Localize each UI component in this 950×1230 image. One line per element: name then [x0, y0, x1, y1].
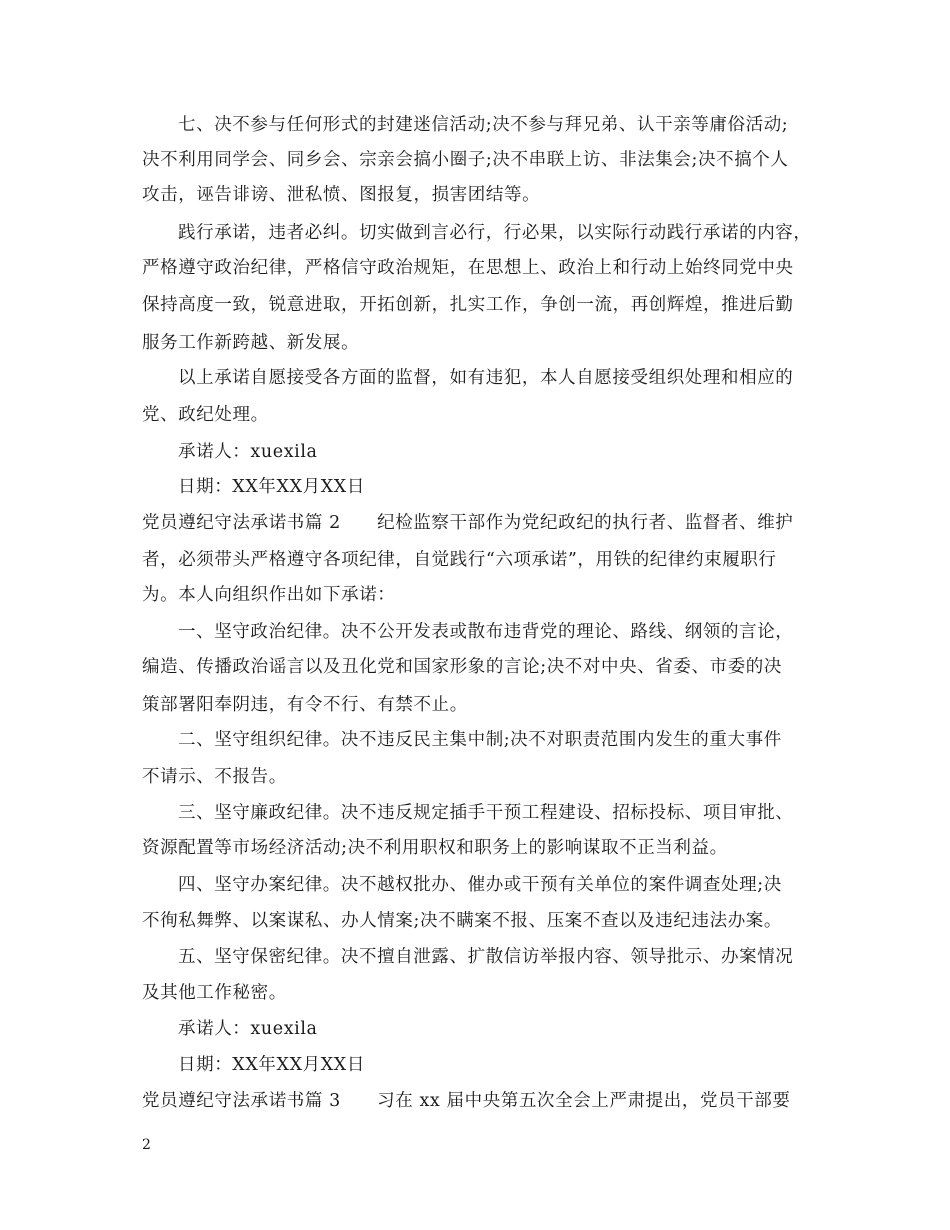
- paragraph-line: 保持高度一致，锐意进取，开拓创新，扎实工作，争创一流，再创辉煌，推进后勤: [142, 295, 794, 315]
- signatory-line: 承诺人：xuexila: [178, 442, 318, 462]
- paragraph-line: 七、决不参与任何形式的封建迷信活动;决不参与拜兄弟、认干亲等庸俗活动;: [178, 115, 789, 135]
- paragraph-line: 编造、传播政治谣言以及丑化党和国家形象的言论;决不对中央、省委、市委的决: [142, 657, 782, 677]
- paragraph-line: 策部署阳奉阴违，有令不行、有禁不止。: [142, 695, 468, 715]
- date-line: 日期：XX年XX月XX日: [178, 1055, 365, 1075]
- paragraph-line: 攻击，诬告诽谤、泄私愤、图报复，损害团结等。: [142, 185, 541, 205]
- paragraph-line: 党、政纪处理。: [142, 405, 269, 425]
- paragraph-line: 践行承诺，违者必纠。切实做到言必行，行必果，以实际行动践行承诺的内容，: [178, 223, 812, 243]
- paragraph-line: 五、坚守保密纪律。决不擅自泄露、扩散信访举报内容、领导批示、办案情况: [178, 947, 794, 967]
- paragraph-line: 者，必须带头严格遵守各项纪律，自觉践行“六项承诺”，用铁的纪律约束履职行: [142, 550, 777, 570]
- paragraph-line: 不请示、不报告。: [142, 767, 287, 787]
- section-heading-line: 党员遵纪守法承诺书篇 3 习在 xx 届中央第五次全会上严肃提出，党员干部要: [142, 1091, 791, 1111]
- paragraph-line: 为。本人向组织作出如下承诺：: [142, 585, 396, 605]
- paragraph-line: 服务工作新跨越、新发展。: [142, 333, 360, 353]
- paragraph-line: 二、坚守组织纪律。决不违反民主集中制;决不对职责范围内发生的重大事件: [178, 730, 782, 750]
- section-heading-line: 党员遵纪守法承诺书篇 2 纪检监察干部作为党纪政纪的执行者、监督者、维护: [142, 513, 794, 533]
- paragraph-line: 不徇私舞弊、以案谋私、办人情案;决不瞒案不报、压案不查以及违纪违法办案。: [142, 911, 782, 931]
- date-line: 日期：XX年XX月XX日: [178, 477, 365, 497]
- paragraph-line: 一、坚守政治纪律。决不公开发表或散布违背党的理论、路线、纲领的言论，: [178, 622, 794, 642]
- paragraph-line: 三、坚守廉政纪律。决不违反规定插手干预工程建设、招标投标、项目审批、: [178, 803, 794, 823]
- paragraph-line: 严格遵守政治纪律，严格信守政治规矩，在思想上、政治上和行动上始终同党中央: [142, 258, 794, 278]
- paragraph-line: 四、坚守办案纪律。决不越权批办、催办或干预有关单位的案件调查处理;决: [178, 875, 782, 895]
- paragraph-line: 及其他工作秘密。: [142, 983, 287, 1003]
- paragraph-line: 决不利用同学会、同乡会、宗亲会搞小圈子;决不串联上访、非法集会;决不搞个人: [142, 150, 789, 170]
- signatory-line: 承诺人：xuexila: [178, 1019, 318, 1039]
- paragraph-line: 以上承诺自愿接受各方面的监督，如有违犯，本人自愿接受组织处理和相应的: [178, 368, 794, 388]
- paragraph-line: 资源配置等市场经济活动;决不利用职权和职务上的影响谋取不正当利益。: [142, 838, 728, 858]
- page-number: 2: [142, 1137, 151, 1153]
